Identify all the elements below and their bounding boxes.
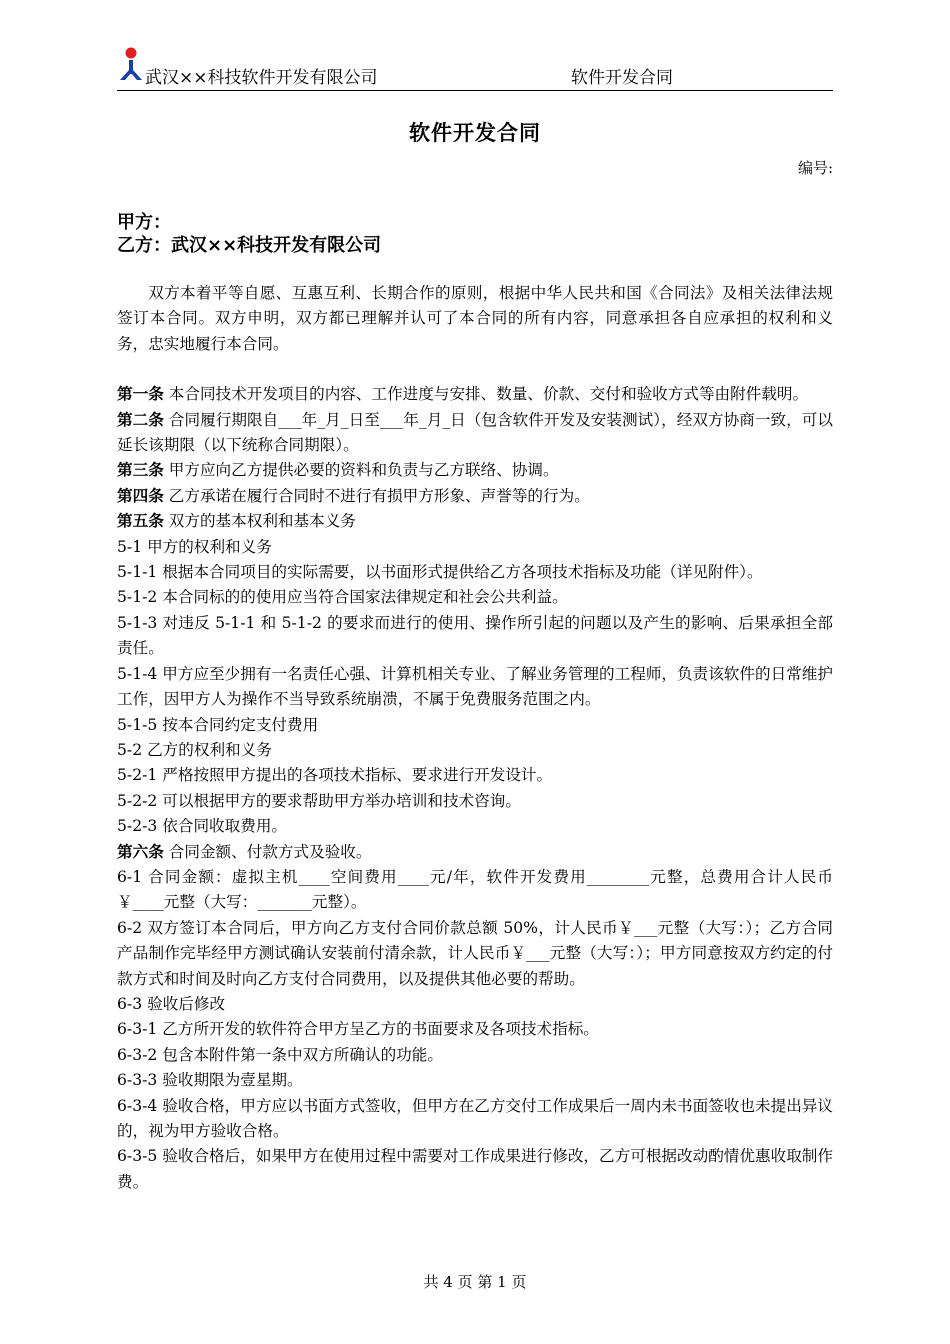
article-heading: 第六条 xyxy=(117,842,164,861)
clause-paragraph xyxy=(117,1017,833,1042)
article-paragraph xyxy=(117,408,833,459)
paragraph-text: 5-2-3 依合同收取费用。 xyxy=(117,817,288,836)
article-heading: 第一条 xyxy=(117,385,164,404)
paragraph-text: 5-1-5 按本合同约定支付费用 xyxy=(117,715,319,734)
paragraph-text: 5-1-2 本合同标的的使用应当符合国家法律规定和社会公共利益。 xyxy=(117,588,568,607)
clause-paragraph xyxy=(117,738,833,763)
intro-paragraph xyxy=(117,281,833,357)
clause-paragraph xyxy=(117,585,833,610)
clause-paragraph xyxy=(117,916,833,992)
paragraph-text: 双方的基本权利和基本义务 xyxy=(163,512,356,531)
article-heading: 第二条 xyxy=(117,410,164,429)
clause-paragraph xyxy=(117,1043,833,1068)
document-number-label: 编号: xyxy=(797,159,833,177)
paragraph-text: 5-1-3 对违反 5-1-1 和 5-1-2 的要求而进行的使用、操作所引起的问题以及产生的影响、后果承担全部责任。 xyxy=(117,613,833,658)
paragraph-text: 5-2-2 可以根据甲方的要求帮助甲方举办培训和技术咨询。 xyxy=(117,791,521,810)
paragraph-text: 双方本着平等自愿、互惠互利、长期合作的原则，根据中华人民共和国《合同法》及相关法律法规签订本合同。双方申明，双方都已理解并认可了本合同的所有内容，同意承担各自应承担的权利和义务，忠实地履行本合同。 xyxy=(117,284,833,353)
company-logo-icon xyxy=(117,46,145,84)
paragraph-text: 5-1-4 甲方应至少拥有一名责任心强、计算机相关专业、了解业务管理的工程师，负责该软件的日常维护工作，因甲方人为操作不当导致系统崩溃，不属于免费服务范围之内。 xyxy=(117,664,833,709)
clause-paragraph xyxy=(117,535,833,560)
article-heading: 第三条 xyxy=(117,461,164,480)
paragraph-spacer xyxy=(117,357,833,382)
paragraph-text: 本合同技术开发项目的内容、工作进度与安排、数量、价款、交付和验收方式等由附件载明。 xyxy=(163,385,809,404)
paragraph-text: 合同金额、付款方式及验收。 xyxy=(163,842,372,861)
clause-paragraph xyxy=(117,865,833,916)
paragraph-text: 6-3-4 验收合格，甲方应以书面方式签收，但甲方在乙方交付工作成果后一周内未书面签收也未提出异议的，视为甲方验收合格。 xyxy=(117,1096,833,1140)
paragraph-text: 5-2 乙方的权利和义务 xyxy=(117,740,272,759)
clause-paragraph xyxy=(117,1144,833,1195)
paragraph-text: 6-3-5 验收合格后，如果甲方在使用过程中需要对工作成果进行修改，乙方可根据改动酌情优惠收取制作费。 xyxy=(117,1147,833,1191)
header-document-title: 软件开发合同 xyxy=(571,68,673,88)
party-a-label: 甲方： xyxy=(117,212,171,233)
article-heading: 第五条 xyxy=(117,512,164,531)
paragraph-text: 6-3 验收后修改 xyxy=(117,994,226,1013)
page-footer: 共 4 页 第 1 页 xyxy=(423,1273,527,1291)
paragraph-text: 乙方承诺在履行合同时不进行有损甲方形象、声誉等的行为。 xyxy=(163,486,590,505)
paragraph-text: 6-1 合同金额：虚拟主机____空间费用____元/年，软件开发费用________元整，总费用合计人民币￥____元整（大写：_______元整）。 xyxy=(117,867,833,912)
header-company-name: 武汉××科技软件开发有限公司 xyxy=(145,68,378,88)
page-header xyxy=(117,44,833,91)
paragraph-text: 6-3-1 乙方所开发的软件符合甲方呈乙方的书面要求及各项技术指标。 xyxy=(117,1020,599,1039)
contract-body xyxy=(117,281,833,1195)
article-paragraph xyxy=(117,840,833,865)
paragraph-text: 合同履行期限自___年_月_日至___年_月_日（包含软件开发及安装测试），经双方协商一致，可以延长该期限（以下统称合同期限）。 xyxy=(117,410,833,455)
clause-paragraph xyxy=(117,789,833,814)
clause-paragraph xyxy=(117,560,833,585)
party-b-label: 乙方：武汉××科技开发有限公司 xyxy=(117,235,382,256)
clause-paragraph xyxy=(117,662,833,713)
paragraph-text: 6-3-2 包含本附件第一条中双方所确认的功能。 xyxy=(117,1045,443,1064)
article-paragraph xyxy=(117,509,833,534)
paragraph-text: 5-1 甲方的权利和义务 xyxy=(117,537,272,556)
article-paragraph xyxy=(117,484,833,509)
paragraph-text: 5-2-1 严格按照甲方提出的各项技术指标、要求进行开发设计。 xyxy=(117,766,553,785)
article-paragraph xyxy=(117,458,833,483)
paragraph-text: 甲方应向乙方提供必要的资料和负责与乙方联络、协调。 xyxy=(163,461,559,480)
clause-paragraph xyxy=(117,611,833,662)
article-paragraph xyxy=(117,382,833,407)
clause-paragraph xyxy=(117,763,833,788)
clause-paragraph xyxy=(117,1094,833,1145)
document-title: 软件开发合同 xyxy=(409,121,541,145)
clause-paragraph xyxy=(117,713,833,738)
paragraph-text: 5-1-1 根据本合同项目的实际需要，以书面形式提供给乙方各项技术指标及功能（详见附件）。 xyxy=(117,563,763,582)
paragraph-text: 6-2 双方签订本合同后，甲方向乙方支付合同价款总额 50%，计人民币￥___元整（大写：）；乙方合同产品制作完毕经甲方测试确认安装前付清余款，计人民币￥___元整（大写：）；甲方同意按双方约定的付款方式和时间及时向乙方支付合同费用，以及提供其他必要的帮助。 xyxy=(117,918,833,988)
paragraph-text: 6-3-3 验收期限为壹星期。 xyxy=(117,1071,303,1090)
clause-paragraph xyxy=(117,1068,833,1093)
article-heading: 第四条 xyxy=(117,486,164,505)
clause-paragraph xyxy=(117,814,833,839)
clause-paragraph xyxy=(117,992,833,1017)
